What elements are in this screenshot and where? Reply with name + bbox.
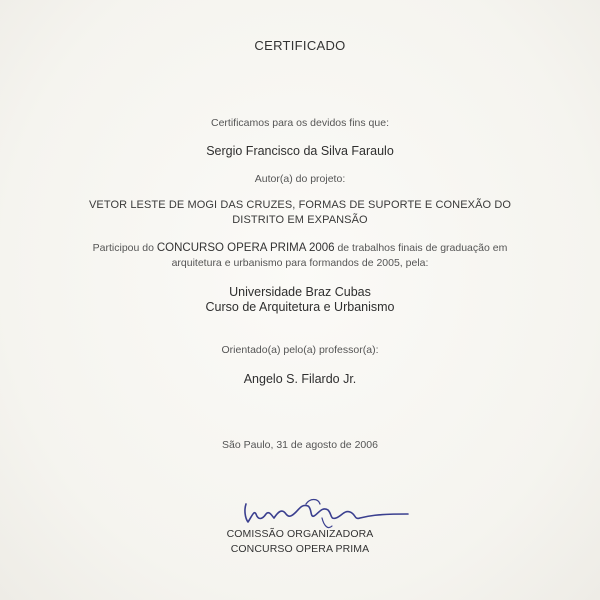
- contest-footer-label: CONCURSO OPERA PRIMA: [230, 543, 370, 555]
- project-title: [0, 198, 600, 228]
- project-title-line-1: VETOR LESTE DE MOGI DAS CRUZES, FORMAS DE SUPORTE E CONEXÃO DO: [88, 199, 512, 211]
- place-date: São Paulo, 31 de agosto de 2006: [222, 439, 378, 451]
- participation-prefix: Participou do: [92, 242, 157, 254]
- course-name: Curso de Arquitetura e Urbanismo: [205, 300, 395, 314]
- committee-label: COMISSÃO ORGANIZADORA: [226, 528, 374, 540]
- advisor-name: Angelo S. Filardo Jr.: [243, 372, 357, 386]
- participation-line-1: [0, 241, 600, 256]
- certificate-title: CERTIFICADO: [254, 38, 346, 53]
- recipient-name: Sergio Francisco da Silva Faraulo: [206, 144, 394, 158]
- university-name: Universidade Braz Cubas: [229, 285, 371, 299]
- signature-block: [0, 527, 600, 557]
- contest-name: CONCURSO OPERA PRIMA 2006: [156, 242, 335, 254]
- certificate-intro: Certificamos para os devidos fins que:: [210, 117, 389, 129]
- advisor-label: Orientado(a) pelo(a) professor(a):: [221, 344, 379, 356]
- participation-line-2: arquitetura e urbanismo para formandos de 2005, pela:: [171, 257, 429, 269]
- author-label: Autor(a) do projeto:: [254, 173, 346, 185]
- project-title-line-2: DISTRITO EM EXPANSÃO: [232, 214, 368, 226]
- participation-suffix: de trabalhos finais de graduação em: [334, 242, 508, 254]
- participation-text: [0, 241, 600, 271]
- institution-block: [0, 285, 600, 315]
